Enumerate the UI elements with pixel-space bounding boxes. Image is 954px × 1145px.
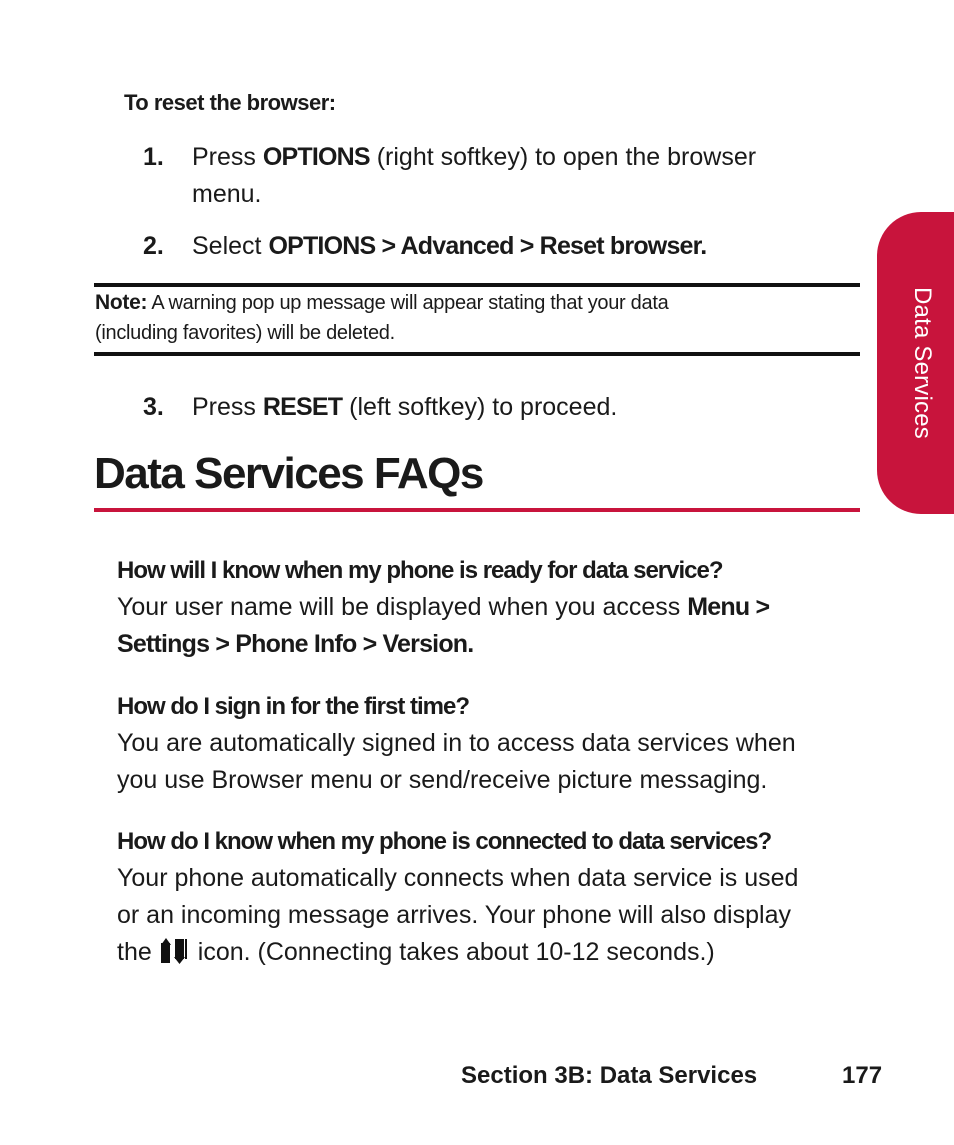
faq-item-connected [117,823,862,971]
faq-question: How do I sign in for the first time? [117,693,469,720]
reset-browser-heading: To reset the browser: [124,90,336,115]
reset-step-2 [143,228,803,265]
faq-question: How will I know when my phone is ready for data service? [117,557,723,584]
footer-section-title: Section 3B: Data Services [461,1062,758,1089]
menu-path: OPTIONS > Advanced > Reset browser. [268,232,707,260]
faq-title-rule [94,508,860,512]
faq-item-sign-in [117,688,862,799]
faq-item-ready [117,552,862,663]
reset-key: RESET [262,393,343,421]
step-number: 1. [143,143,164,171]
step-number: 3. [143,393,164,421]
faq-answer: Your user name will be displayed when you access Menu > Settings > Phone Info > Version. [117,593,770,658]
step-text: Press OPTIONS (right softkey) to open the browser menu. [192,143,757,208]
faq-answer: You are automatically signed in to access data services when you use Browser menu or send/receive picture messaging. [117,729,796,794]
section-side-tab [877,212,954,514]
faq-answer: Your phone automatically connects when data service is used or an incoming message arrives. Your phone will also display the icon. (Connecting takes about 10-12 seconds.) [117,864,799,966]
note-label: Note: [95,291,148,314]
options-key: OPTIONS [262,143,370,171]
step-number: 2. [143,232,164,260]
data-connection-icon [158,937,192,965]
note-box: Note: A warning pop up message will appear stating that your data (including favorites) will be deleted. [95,291,669,344]
page-number: 177 [842,1062,883,1089]
note-top-rule [94,283,860,287]
note-bottom-rule [94,352,860,356]
step-text: Select OPTIONS > Advanced > Reset browser. [192,232,707,260]
reset-step-3 [143,389,803,426]
faq-title: Data Services FAQs [94,449,483,498]
step-text: Press RESET (left softkey) to proceed. [192,393,618,421]
reset-step-1 [143,139,803,213]
faq-question: How do I know when my phone is connected to data services? [117,828,772,855]
side-tab-label: Data Services [909,287,936,439]
